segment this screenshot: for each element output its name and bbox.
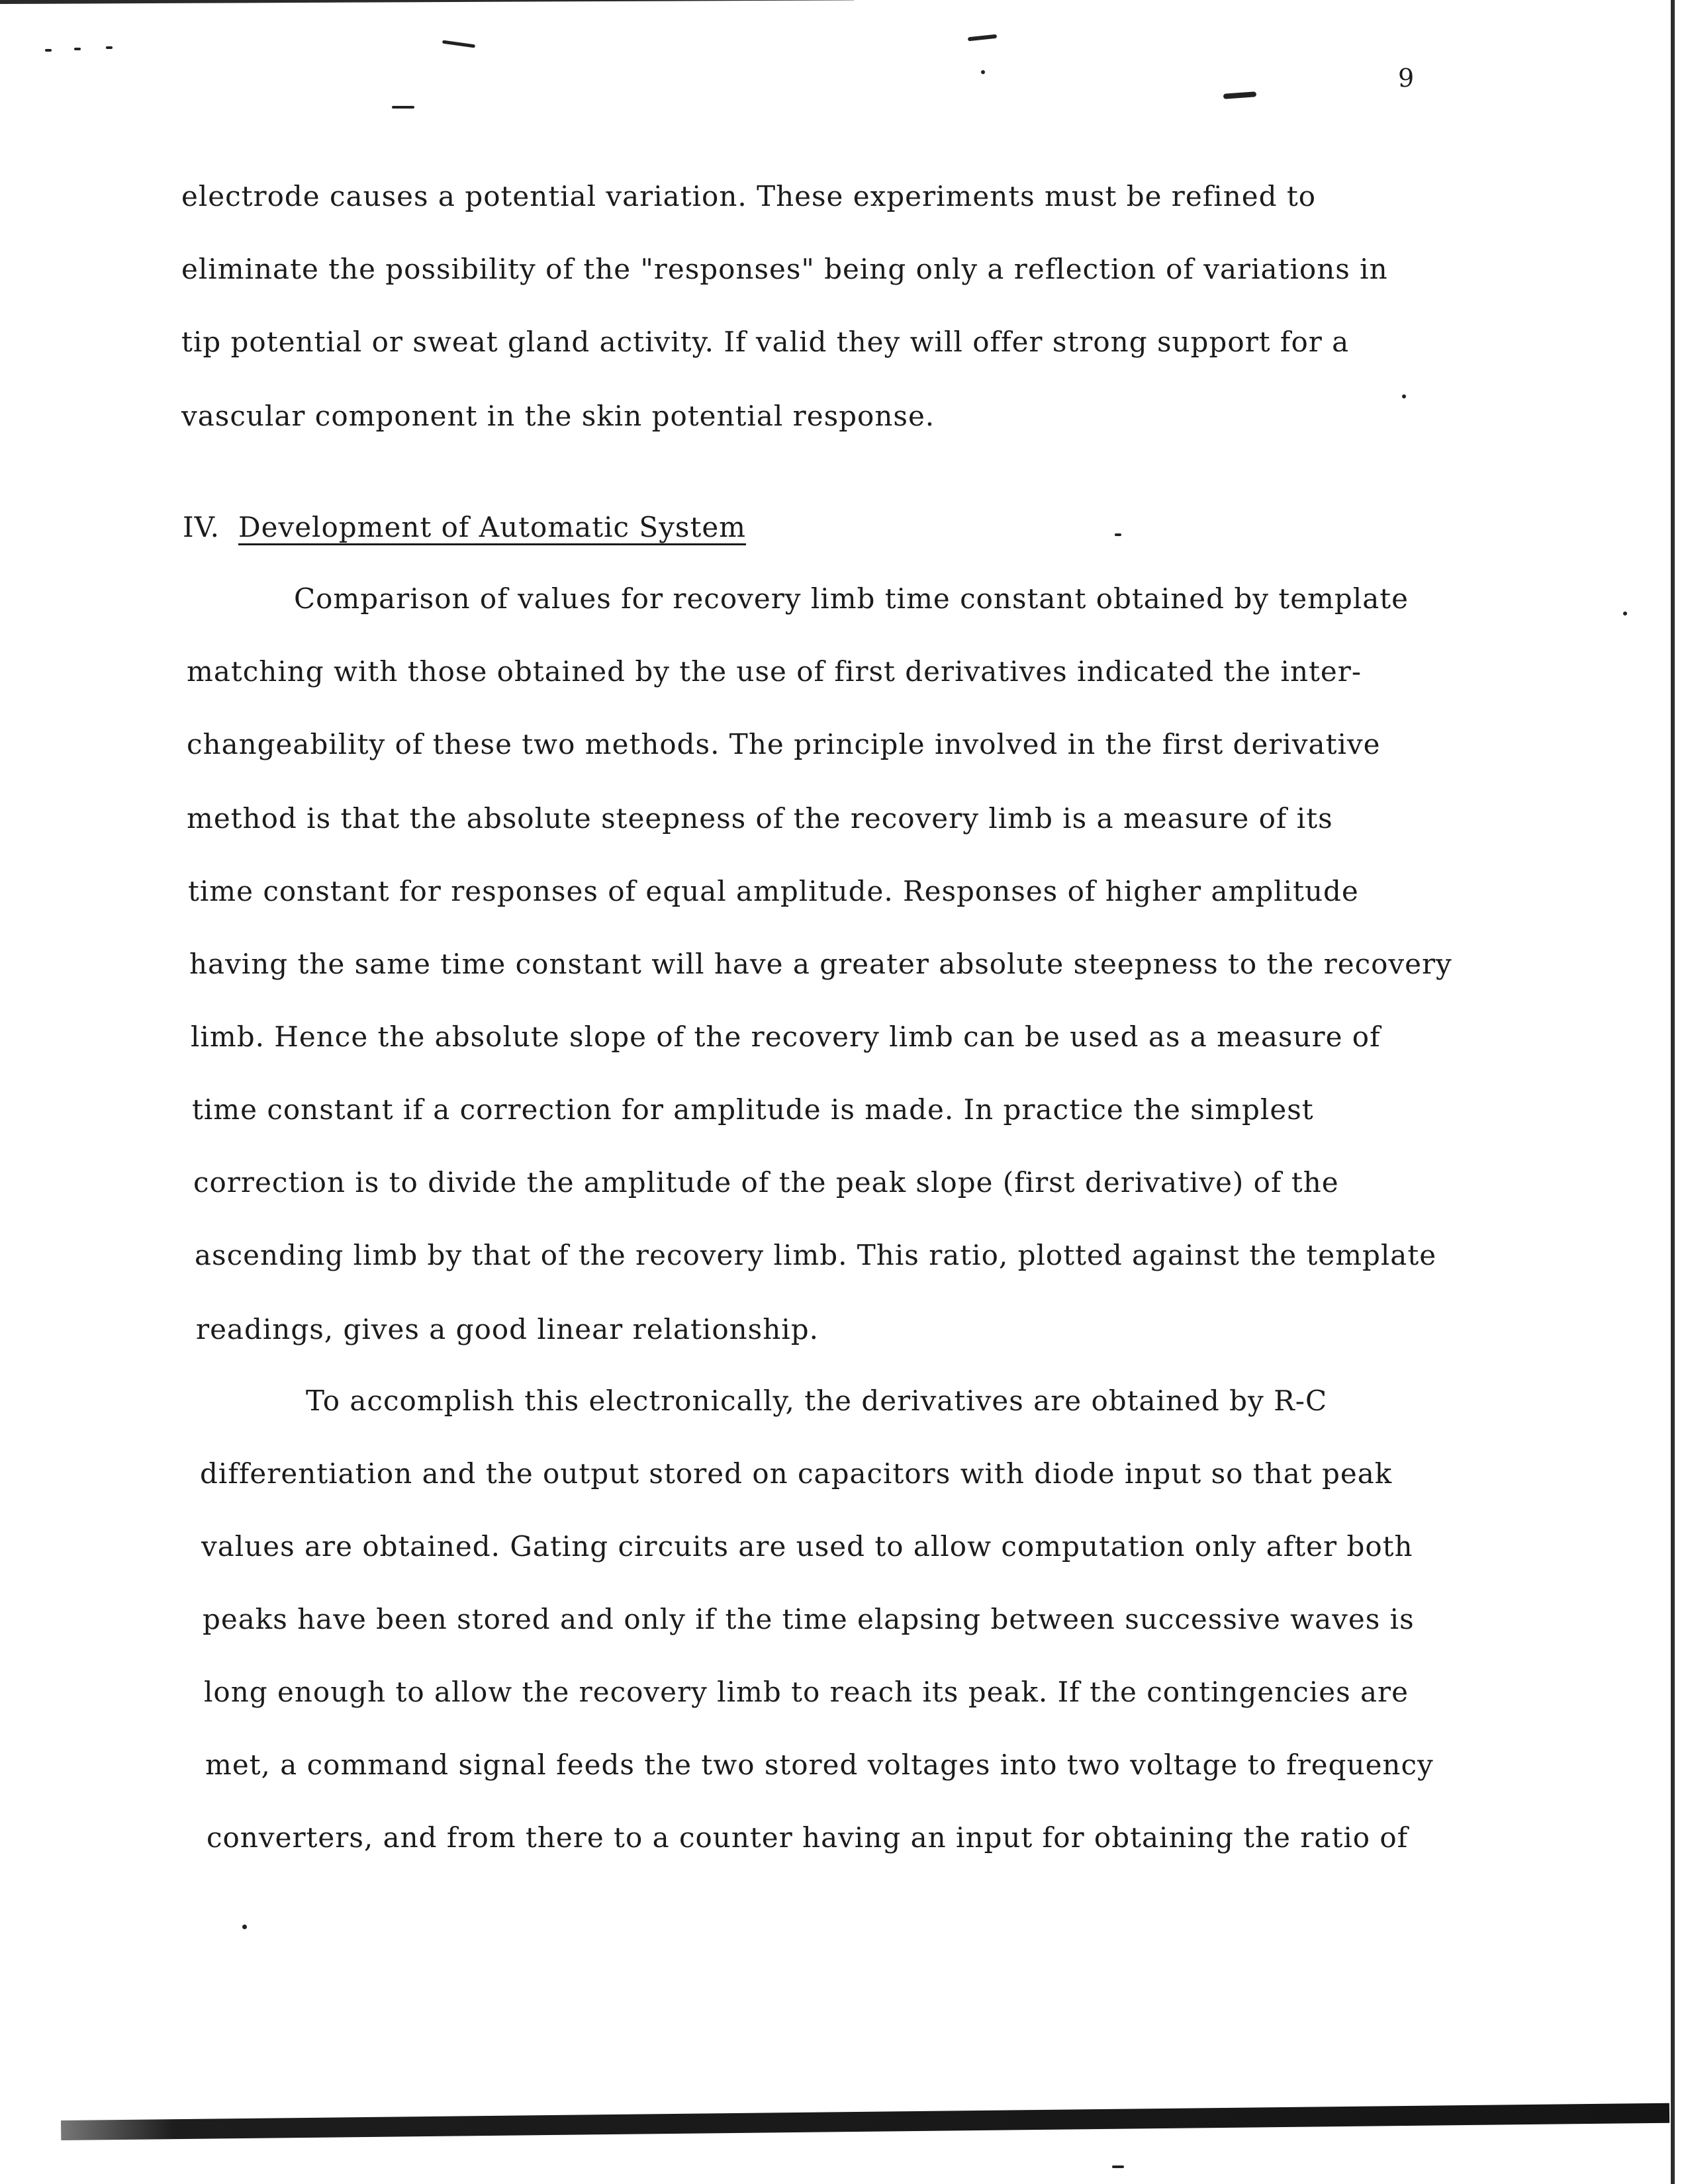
text-line: readings, gives a good linear relationship.: [196, 1313, 819, 1345]
text-line: converters, and from there to a counter having an input for obtaining the ratio of: [207, 1821, 1409, 1854]
section-number: IV.: [183, 511, 220, 543]
text-line: time constant if a correction for amplitude is made. In practice the simplest: [192, 1093, 1314, 1126]
text-line: met, a command signal feeds the two stored voltages into two voltage to frequency: [205, 1749, 1434, 1781]
page-number: 9: [1398, 64, 1415, 93]
scan-speck: [392, 106, 414, 109]
section-title: Development of Automatic System: [238, 511, 747, 543]
scan-speck: [981, 70, 985, 74]
text-line: correction is to divide the amplitude of the peak slope (first derivative) of the: [193, 1166, 1339, 1199]
text-line: having the same time constant will have a greater absolute steepness to the recovery: [189, 948, 1452, 980]
scan-speck: [968, 34, 997, 42]
scan-speck: [1223, 91, 1256, 99]
text-line: To accomplish this electronically, the derivatives are obtained by R-C: [306, 1385, 1328, 1417]
text-line: eliminate the possibility of the "responses" being only a reflection of variations in: [181, 253, 1388, 285]
scan-speck: [1402, 394, 1406, 398]
text-line: matching with those obtained by the use of first derivatives indicated the inter-: [187, 655, 1362, 688]
scan-speck: [1623, 612, 1627, 615]
section-heading: [183, 511, 746, 543]
text-line: electrode causes a potential variation. These experiments must be refined to: [181, 180, 1317, 212]
text-line: long enough to allow the recovery limb to reach its peak. If the contingencies are: [204, 1676, 1409, 1708]
text-line: limb. Hence the absolute slope of the recovery limb can be used as a measure of: [191, 1021, 1381, 1053]
scan-bottom-bar: [61, 2103, 1669, 2140]
text-line: peaks have been stored and only if the time elapsing between successive waves is: [203, 1603, 1415, 1635]
scan-speck: [1115, 533, 1121, 536]
text-line: values are obtained. Gating circuits are used to allow computation only after both: [201, 1530, 1413, 1563]
scan-speck: [242, 1925, 247, 1929]
scan-right-edge: [1671, 0, 1675, 2184]
text-line: ascending limb by that of the recovery limb. This ratio, plotted against the template: [195, 1239, 1437, 1271]
scan-speck: [1112, 2165, 1124, 2168]
scan-speck: [74, 48, 81, 50]
text-line: time constant for responses of equal amplitude. Responses of higher amplitude: [188, 875, 1359, 907]
text-line: vascular component in the skin potential response.: [181, 400, 935, 432]
scan-speck: [45, 49, 52, 52]
text-line: changeability of these two methods. The principle involved in the first derivative: [187, 728, 1381, 760]
scan-top-edge: [0, 0, 854, 4]
text-line: differentiation and the output stored on capacitors with diode input so that peak: [200, 1457, 1393, 1490]
text-line: tip potential or sweat gland activity. If valid they will offer strong support for a: [181, 326, 1350, 358]
scan-speck: [442, 40, 475, 48]
text-line: Comparison of values for recovery limb time constant obtained by template: [294, 582, 1409, 615]
scan-speck: [106, 46, 113, 49]
text-line: method is that the absolute steepness of the recovery limb is a measure of its: [187, 802, 1333, 835]
